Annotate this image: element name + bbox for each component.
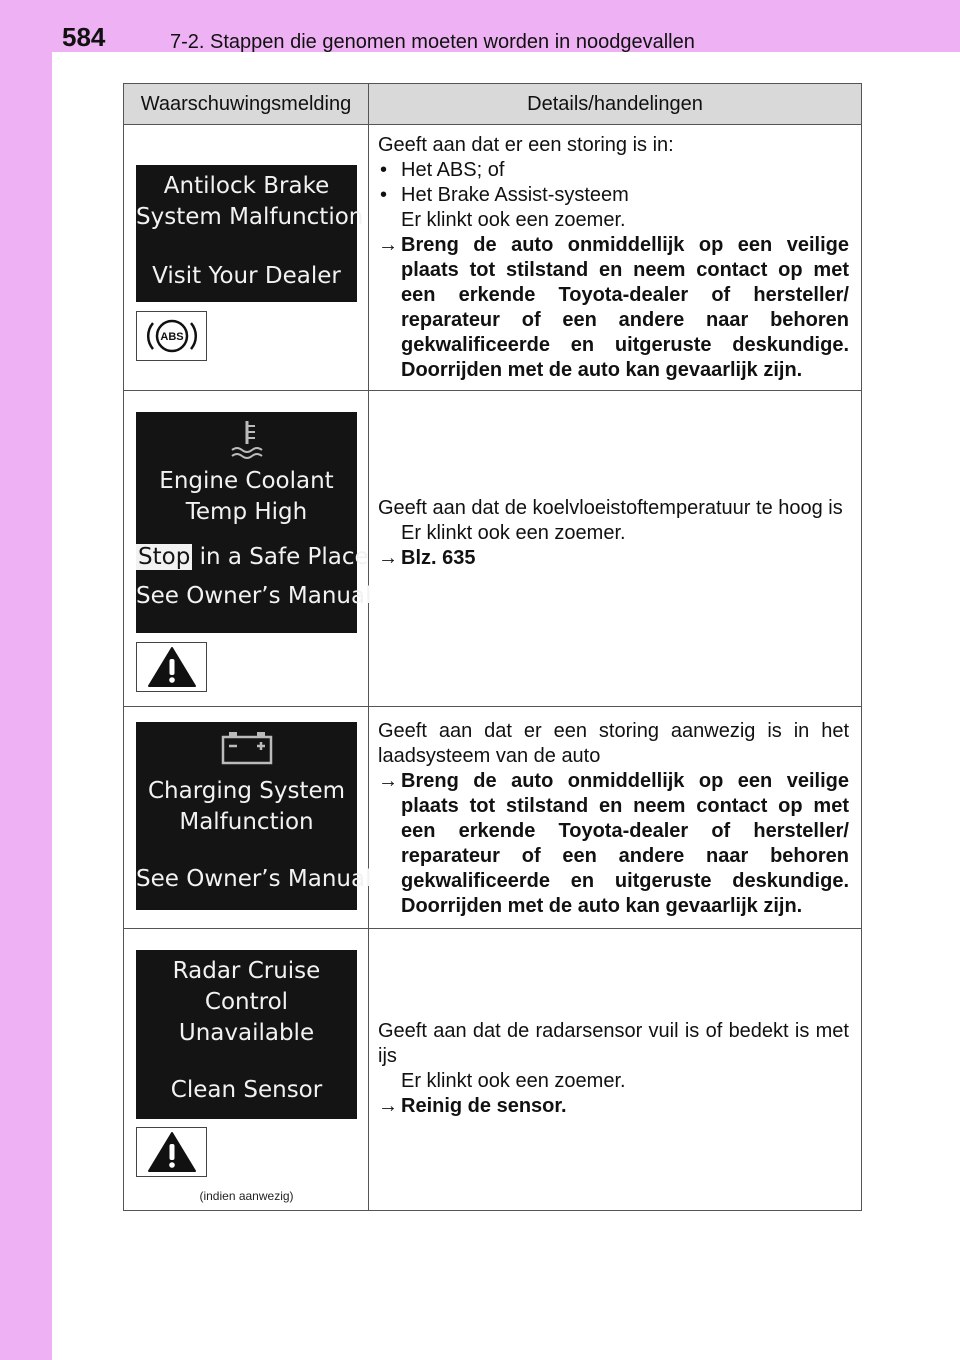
warning-display-radar — [136, 950, 357, 1119]
page-number: 584 — [62, 22, 106, 52]
arrow-icon: → — [378, 770, 398, 792]
section-title: 7-2. Stappen die genomen moeten worden in noodgevallen — [170, 31, 695, 53]
table-row-charging — [124, 706, 861, 928]
action-instruction: → Breng de auto onmiddellijk op een veilige plaats tot stilstand en neem contact op met een erkende Toyota-dealer of hersteller/ reparateur of een andere naar behoren gekwalificeerde en uitgeruste deskundige. Doorrijden met de auto kan gevaarlijk zijn. — [378, 770, 849, 917]
table-row-abs — [124, 124, 861, 390]
warning-messages-table — [123, 83, 862, 1211]
list-item: • Het Brake Assist-systeem — [380, 184, 629, 206]
buzzer-note: Er klinkt ook een zoemer. — [401, 1070, 626, 1092]
arrow-icon: → — [378, 547, 398, 569]
arrow-icon: → — [378, 1095, 398, 1117]
svg-text:ABS: ABS — [159, 331, 184, 343]
master-warning-triangle-icon — [136, 1127, 207, 1177]
action-instruction: → Breng de auto onmiddellijk op een veilige plaats tot stilstand en neem contact op met een erkende Toyota-dealer of hersteller/ reparateur of een andere naar behoren gekwalificeerde en uitgeruste deskundige. Doorrijden met de auto kan gevaarlijk zijn. — [378, 234, 849, 381]
description-intro: Geeft aan dat de radarsensor vuil is of bedekt is met ijs — [378, 1020, 849, 1067]
description-intro: Geeft aan dat er een storing is in: — [378, 134, 674, 156]
display-line: System Malfunction — [136, 204, 364, 230]
table-row-radar-cruise — [124, 928, 861, 1210]
side-tab-band — [0, 0, 52, 1360]
icon-note: (indien aanwezig) — [199, 1189, 294, 1203]
action-instruction: → Reinig de sensor. — [378, 1095, 567, 1117]
display-line: Antilock Brake — [163, 173, 330, 199]
column-header-details: Details/handelingen — [527, 92, 703, 115]
warning-display-coolant — [136, 412, 372, 633]
list-item: • Het ABS; of — [380, 159, 505, 181]
display-line: Control — [204, 989, 289, 1015]
column-header-warning: Waarschuwingsmelding — [124, 84, 369, 124]
warning-display-charging — [136, 722, 372, 910]
display-line: Clean Sensor — [170, 1077, 323, 1103]
coolant-temperature-icon — [227, 418, 267, 460]
display-line: Temp High — [185, 499, 308, 525]
display-line: Malfunction — [179, 809, 314, 835]
abs-warning-icon — [136, 311, 207, 361]
description-intro: Geeft aan dat de koelvloeistoftemperatuur te hoog is — [378, 497, 843, 519]
display-line: See Owner’s Manual — [136, 583, 372, 609]
display-line: Charging System — [147, 778, 346, 804]
display-line: See Owner’s Manual — [136, 866, 372, 892]
display-line: Visit Your Dealer — [152, 263, 341, 289]
buzzer-note: Er klinkt ook een zoemer. — [401, 209, 626, 231]
master-warning-triangle-icon — [136, 642, 207, 692]
display-line: Radar Cruise — [172, 958, 321, 984]
display-line: Stop in a Safe Place — [138, 544, 369, 570]
arrow-icon: → — [378, 234, 398, 256]
page-reference: → Blz. 635 — [378, 547, 476, 569]
table-header-row — [124, 84, 861, 124]
stop-highlight: Stop — [138, 544, 191, 570]
table-row-coolant — [124, 390, 861, 706]
warning-display-abs — [136, 165, 364, 302]
description-intro: Geeft aan dat er een storing aanwezig is in het laadsysteem van de auto — [378, 720, 849, 767]
buzzer-note: Er klinkt ook een zoemer. — [401, 522, 626, 544]
display-line: Engine Coolant — [159, 468, 334, 494]
display-line: Unavailable — [178, 1020, 315, 1046]
battery-icon — [220, 730, 274, 766]
